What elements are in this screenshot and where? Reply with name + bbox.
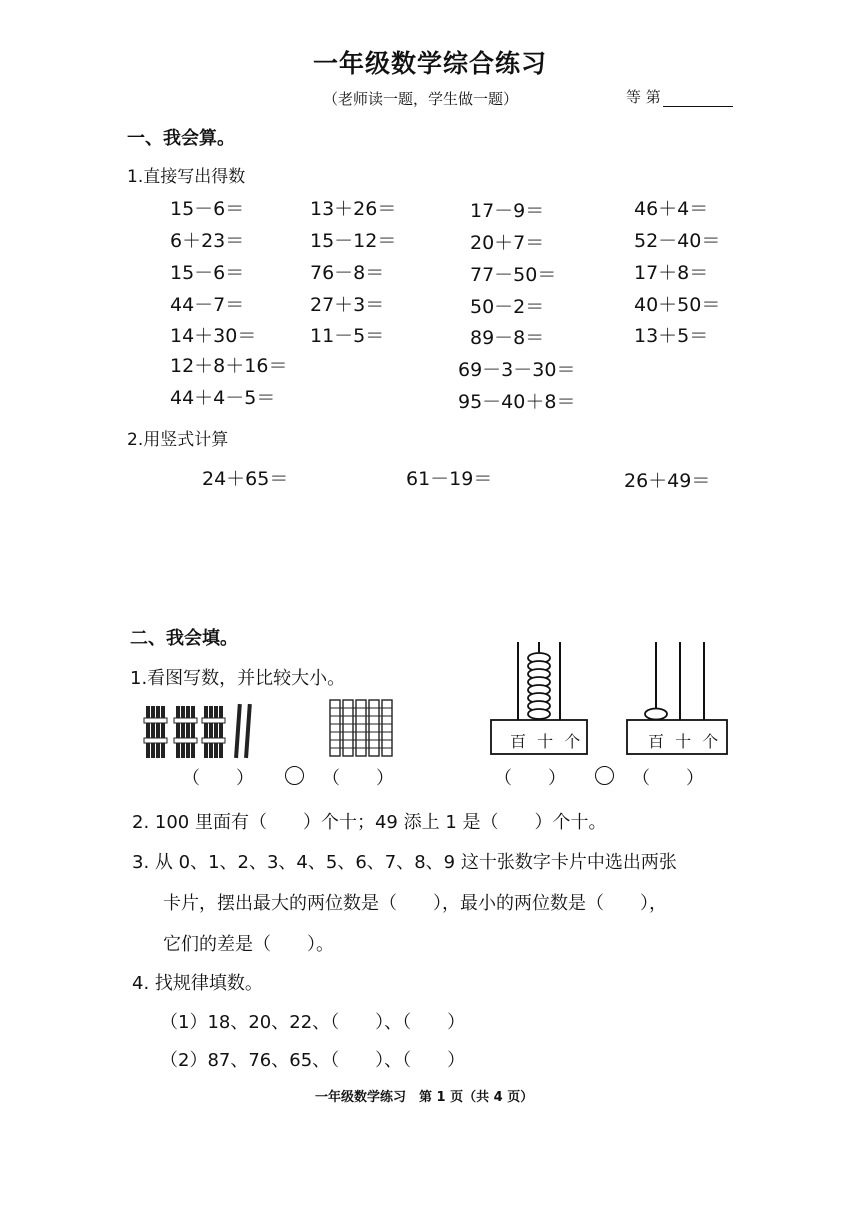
compare-circle-2[interactable] [595, 766, 614, 785]
calc-item: 20＋7＝ [470, 232, 545, 254]
calc-item: 46＋4＝ [634, 198, 709, 220]
single-sticks [234, 704, 252, 758]
ones-label: 个 [702, 732, 719, 751]
answer-blank-abacus-1[interactable]: （ ） [494, 768, 566, 789]
question-4-1: （1）18、20、22、（ ）、（ ） [160, 1012, 466, 1033]
cube-rods-picture [326, 692, 401, 760]
calc-item: 15－6＝ [170, 198, 245, 220]
calc-extra-1-2: 69－3－30＝ [458, 359, 576, 381]
tens-label: 十 [537, 732, 554, 751]
section1-heading: 一、我会算。 [127, 128, 235, 149]
calc-extra-1-1: 12＋8＋16＝ [170, 355, 288, 377]
bundle-1 [144, 706, 167, 758]
abacus-1-labels [510, 729, 580, 752]
calc-item: 76－8＝ [310, 262, 385, 284]
calc-extra-2-2: 95－40＋8＝ [458, 391, 576, 413]
section2-heading: 二、我会填。 [130, 628, 238, 649]
calc-item: 17＋8＝ [634, 262, 709, 284]
vertical-calc-3: 26＋49＝ [624, 470, 711, 492]
calc-item: 14＋30＝ [170, 325, 257, 347]
calc-item: 27＋3＝ [310, 294, 385, 316]
calc-item: 15－6＝ [170, 262, 245, 284]
section1-part2-heading: 2.用竖式计算 [127, 430, 229, 450]
answer-blank-sticks[interactable]: （ ） [182, 768, 254, 789]
calc-extra-2-1: 44＋4－5＝ [170, 387, 276, 409]
bundle-3 [202, 706, 225, 758]
abacus-2-labels [648, 729, 718, 752]
calc-item: 6＋23＝ [170, 230, 245, 252]
tens-label: 十 [675, 732, 692, 751]
calc-item: 13＋5＝ [634, 325, 709, 347]
compare-circle-1[interactable] [285, 766, 304, 785]
question-3-line-1: 3. 从 0、1、2、3、4、5、6、7、8、9 这十张数字卡片中选出两张 [132, 852, 677, 873]
question-4: 4. 找规律填数。 [132, 973, 263, 994]
answer-blank-abacus-2[interactable]: （ ） [632, 768, 704, 789]
calc-item: 44－7＝ [170, 294, 245, 316]
calc-item: 13＋26＝ [310, 198, 397, 220]
hundreds-label: 百 [648, 732, 665, 751]
calc-item: 40＋50＝ [634, 294, 721, 316]
page-title: 一年级数学综合练习 [313, 49, 548, 78]
calc-item: 15－12＝ [310, 230, 397, 252]
page-subtitle: （老师读一题，学生做一题） [323, 90, 519, 108]
answer-blank-cubes[interactable]: （ ） [322, 768, 394, 789]
calc-item: 17－9＝ [470, 200, 545, 222]
question-1: 1.看图写数，并比较大小。 [130, 668, 346, 689]
stick-bundles-picture [140, 700, 265, 760]
section1-part1-heading: 1.直接写出得数 [127, 167, 246, 187]
grade-field[interactable] [626, 86, 733, 107]
calc-item: 11－5＝ [310, 325, 385, 347]
question-4-2: （2）87、76、65、（ ）、（ ） [160, 1050, 466, 1071]
page-footer: 一年级数学练习 第 1 页（共 4 页） [315, 1090, 534, 1105]
question-3-line-2: 卡片，摆出最大的两位数是（ ），最小的两位数是（ ）， [163, 893, 667, 914]
bundle-2 [174, 706, 197, 758]
hundreds-label: 百 [510, 732, 527, 751]
question-2: 2. 100 里面有（ ）个十；49 添上 1 是（ ）个十。 [132, 812, 607, 833]
calc-item: 50－2＝ [470, 296, 545, 318]
ones-label: 个 [564, 732, 581, 751]
vertical-calc-1: 24＋65＝ [202, 468, 289, 490]
calc-item: 52－40＝ [634, 230, 721, 252]
grade-label: 等 第 [626, 88, 661, 106]
question-3-line-3: 它们的差是（ ）。 [163, 934, 334, 955]
grade-blank[interactable] [663, 90, 733, 107]
calc-item: 77－50＝ [470, 264, 557, 286]
vertical-calc-2: 61－19＝ [406, 468, 493, 490]
calc-item: 89－8＝ [470, 327, 545, 349]
